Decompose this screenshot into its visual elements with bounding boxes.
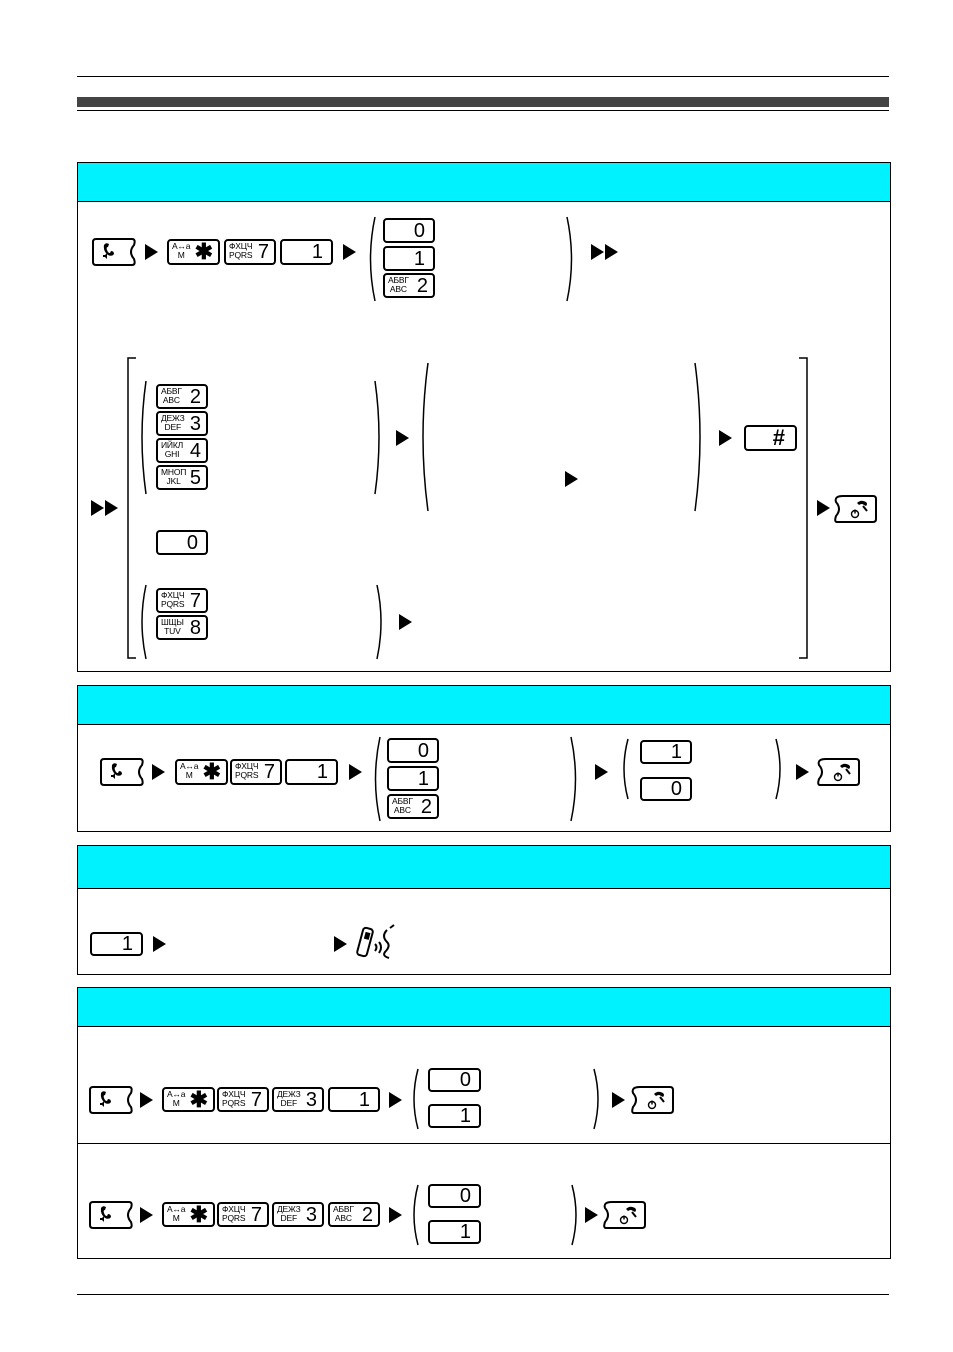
- off-power-icon[interactable]: [604, 1200, 646, 1235]
- key-0[interactable]: 0: [428, 1184, 481, 1208]
- key-7[interactable]: ФХЦЧ PQRS 7: [217, 1087, 269, 1112]
- key-star[interactable]: А↔а M ✱: [167, 239, 220, 265]
- panel-4-header: [78, 988, 890, 1027]
- arrow-right-icon: [145, 244, 158, 260]
- close-paren: [593, 1068, 603, 1130]
- header-band-underline: [77, 110, 889, 111]
- open-paren: [417, 362, 429, 512]
- key-1[interactable]: 1: [640, 740, 692, 764]
- panel-2-header: [78, 686, 890, 725]
- arrow-right-icon: [719, 430, 732, 446]
- arrow-right-icon: [140, 1092, 153, 1108]
- key-7[interactable]: ФХЦЧ PQRS 7: [224, 239, 276, 265]
- key-star[interactable]: А↔а M ✱: [162, 1202, 215, 1227]
- close-paren: [374, 380, 384, 495]
- close-paren: [571, 1184, 581, 1246]
- key-1[interactable]: 1: [383, 246, 435, 271]
- arrow-right-icon: [153, 936, 166, 952]
- talk-speaker-icon[interactable]: [92, 237, 136, 272]
- key-1[interactable]: 1: [90, 932, 143, 956]
- arrow-right-icon: [565, 471, 578, 487]
- key-2[interactable]: АБВГ ABC 2: [156, 384, 208, 409]
- bottom-rule: [77, 1294, 889, 1295]
- close-paren: [694, 362, 706, 512]
- arrow-right-icon: [399, 614, 412, 630]
- key-hash[interactable]: #: [744, 425, 797, 451]
- arrow-right-icon: [796, 764, 809, 780]
- arrow-right-icon: [343, 244, 356, 260]
- key-0[interactable]: 0: [428, 1068, 481, 1092]
- talk-speaker-icon[interactable]: [89, 1085, 133, 1120]
- off-power-icon[interactable]: [835, 494, 877, 529]
- key-0[interactable]: 0: [640, 777, 692, 801]
- top-rule: [77, 76, 889, 77]
- open-paren: [137, 584, 147, 660]
- panel-1-header: [78, 163, 890, 202]
- key-1[interactable]: 1: [280, 239, 333, 265]
- arrow-right-icon: [585, 1207, 598, 1223]
- key-7[interactable]: ФХЦЧ PQRS 7: [217, 1202, 269, 1227]
- arrow-right-icon: [396, 430, 409, 446]
- close-paren: [569, 736, 581, 822]
- off-power-icon[interactable]: [632, 1085, 674, 1120]
- key-1[interactable]: 1: [428, 1220, 481, 1244]
- key-star[interactable]: А↔а M ✱: [175, 759, 228, 785]
- talk-speaker-icon[interactable]: [89, 1200, 133, 1235]
- key-star[interactable]: А↔а M ✱: [162, 1087, 215, 1112]
- open-paren: [137, 380, 147, 495]
- arrow-right-icon: [612, 1092, 625, 1108]
- double-arrow-icon: [591, 244, 621, 260]
- talk-speaker-icon[interactable]: [100, 757, 144, 792]
- open-paren: [370, 736, 382, 822]
- close-paren: [376, 584, 386, 660]
- open-paren: [365, 216, 377, 302]
- key-1[interactable]: 1: [285, 759, 338, 785]
- key-7[interactable]: ФХЦЧ PQRS 7: [156, 588, 208, 613]
- off-power-icon[interactable]: [818, 757, 860, 792]
- key-0[interactable]: 0: [156, 530, 208, 555]
- key-3[interactable]: ДЕЖЗ DEF 3: [156, 411, 208, 436]
- open-paren: [619, 738, 629, 800]
- key-3[interactable]: ДЕЖЗ DEF 3: [272, 1202, 324, 1227]
- arrow-right-icon: [389, 1207, 402, 1223]
- arrow-right-icon: [140, 1207, 153, 1223]
- key-2[interactable]: АБВГ ABC 2: [383, 273, 435, 298]
- panel-3-header: [78, 846, 890, 889]
- key-3[interactable]: ДЕЖЗ DEF 3: [272, 1087, 324, 1112]
- key-2[interactable]: АБВГ ABC 2: [387, 794, 439, 819]
- arrow-right-icon: [334, 936, 347, 952]
- arrow-right-icon: [349, 764, 362, 780]
- panel-3: [77, 845, 891, 975]
- key-7[interactable]: ФХЦЧ PQRS 7: [230, 759, 282, 785]
- key-8[interactable]: ШЩЫ TUV 8: [156, 615, 208, 640]
- close-bracket: [798, 357, 808, 659]
- open-paren: [409, 1068, 419, 1130]
- double-arrow-icon: [91, 500, 121, 516]
- key-4[interactable]: ИЙКЛ GHI 4: [156, 438, 208, 463]
- key-2[interactable]: АБВГ ABC 2: [328, 1202, 380, 1227]
- key-1[interactable]: 1: [387, 766, 439, 791]
- open-paren: [409, 1184, 419, 1246]
- key-5[interactable]: МНОП JKL 5: [156, 465, 208, 490]
- arrow-right-icon: [152, 764, 165, 780]
- arrow-right-icon: [817, 500, 830, 516]
- close-paren: [565, 216, 577, 302]
- key-1[interactable]: 1: [328, 1087, 380, 1112]
- key-0[interactable]: 0: [383, 218, 435, 243]
- key-1[interactable]: 1: [428, 1104, 481, 1128]
- open-bracket: [127, 357, 137, 659]
- handset-ringing-icon: [355, 924, 399, 967]
- arrow-right-icon: [595, 764, 608, 780]
- header-band: [77, 97, 889, 107]
- key-0[interactable]: 0: [387, 738, 439, 763]
- close-paren: [775, 738, 785, 800]
- panel-4-divider: [78, 1143, 890, 1144]
- arrow-right-icon: [389, 1092, 402, 1108]
